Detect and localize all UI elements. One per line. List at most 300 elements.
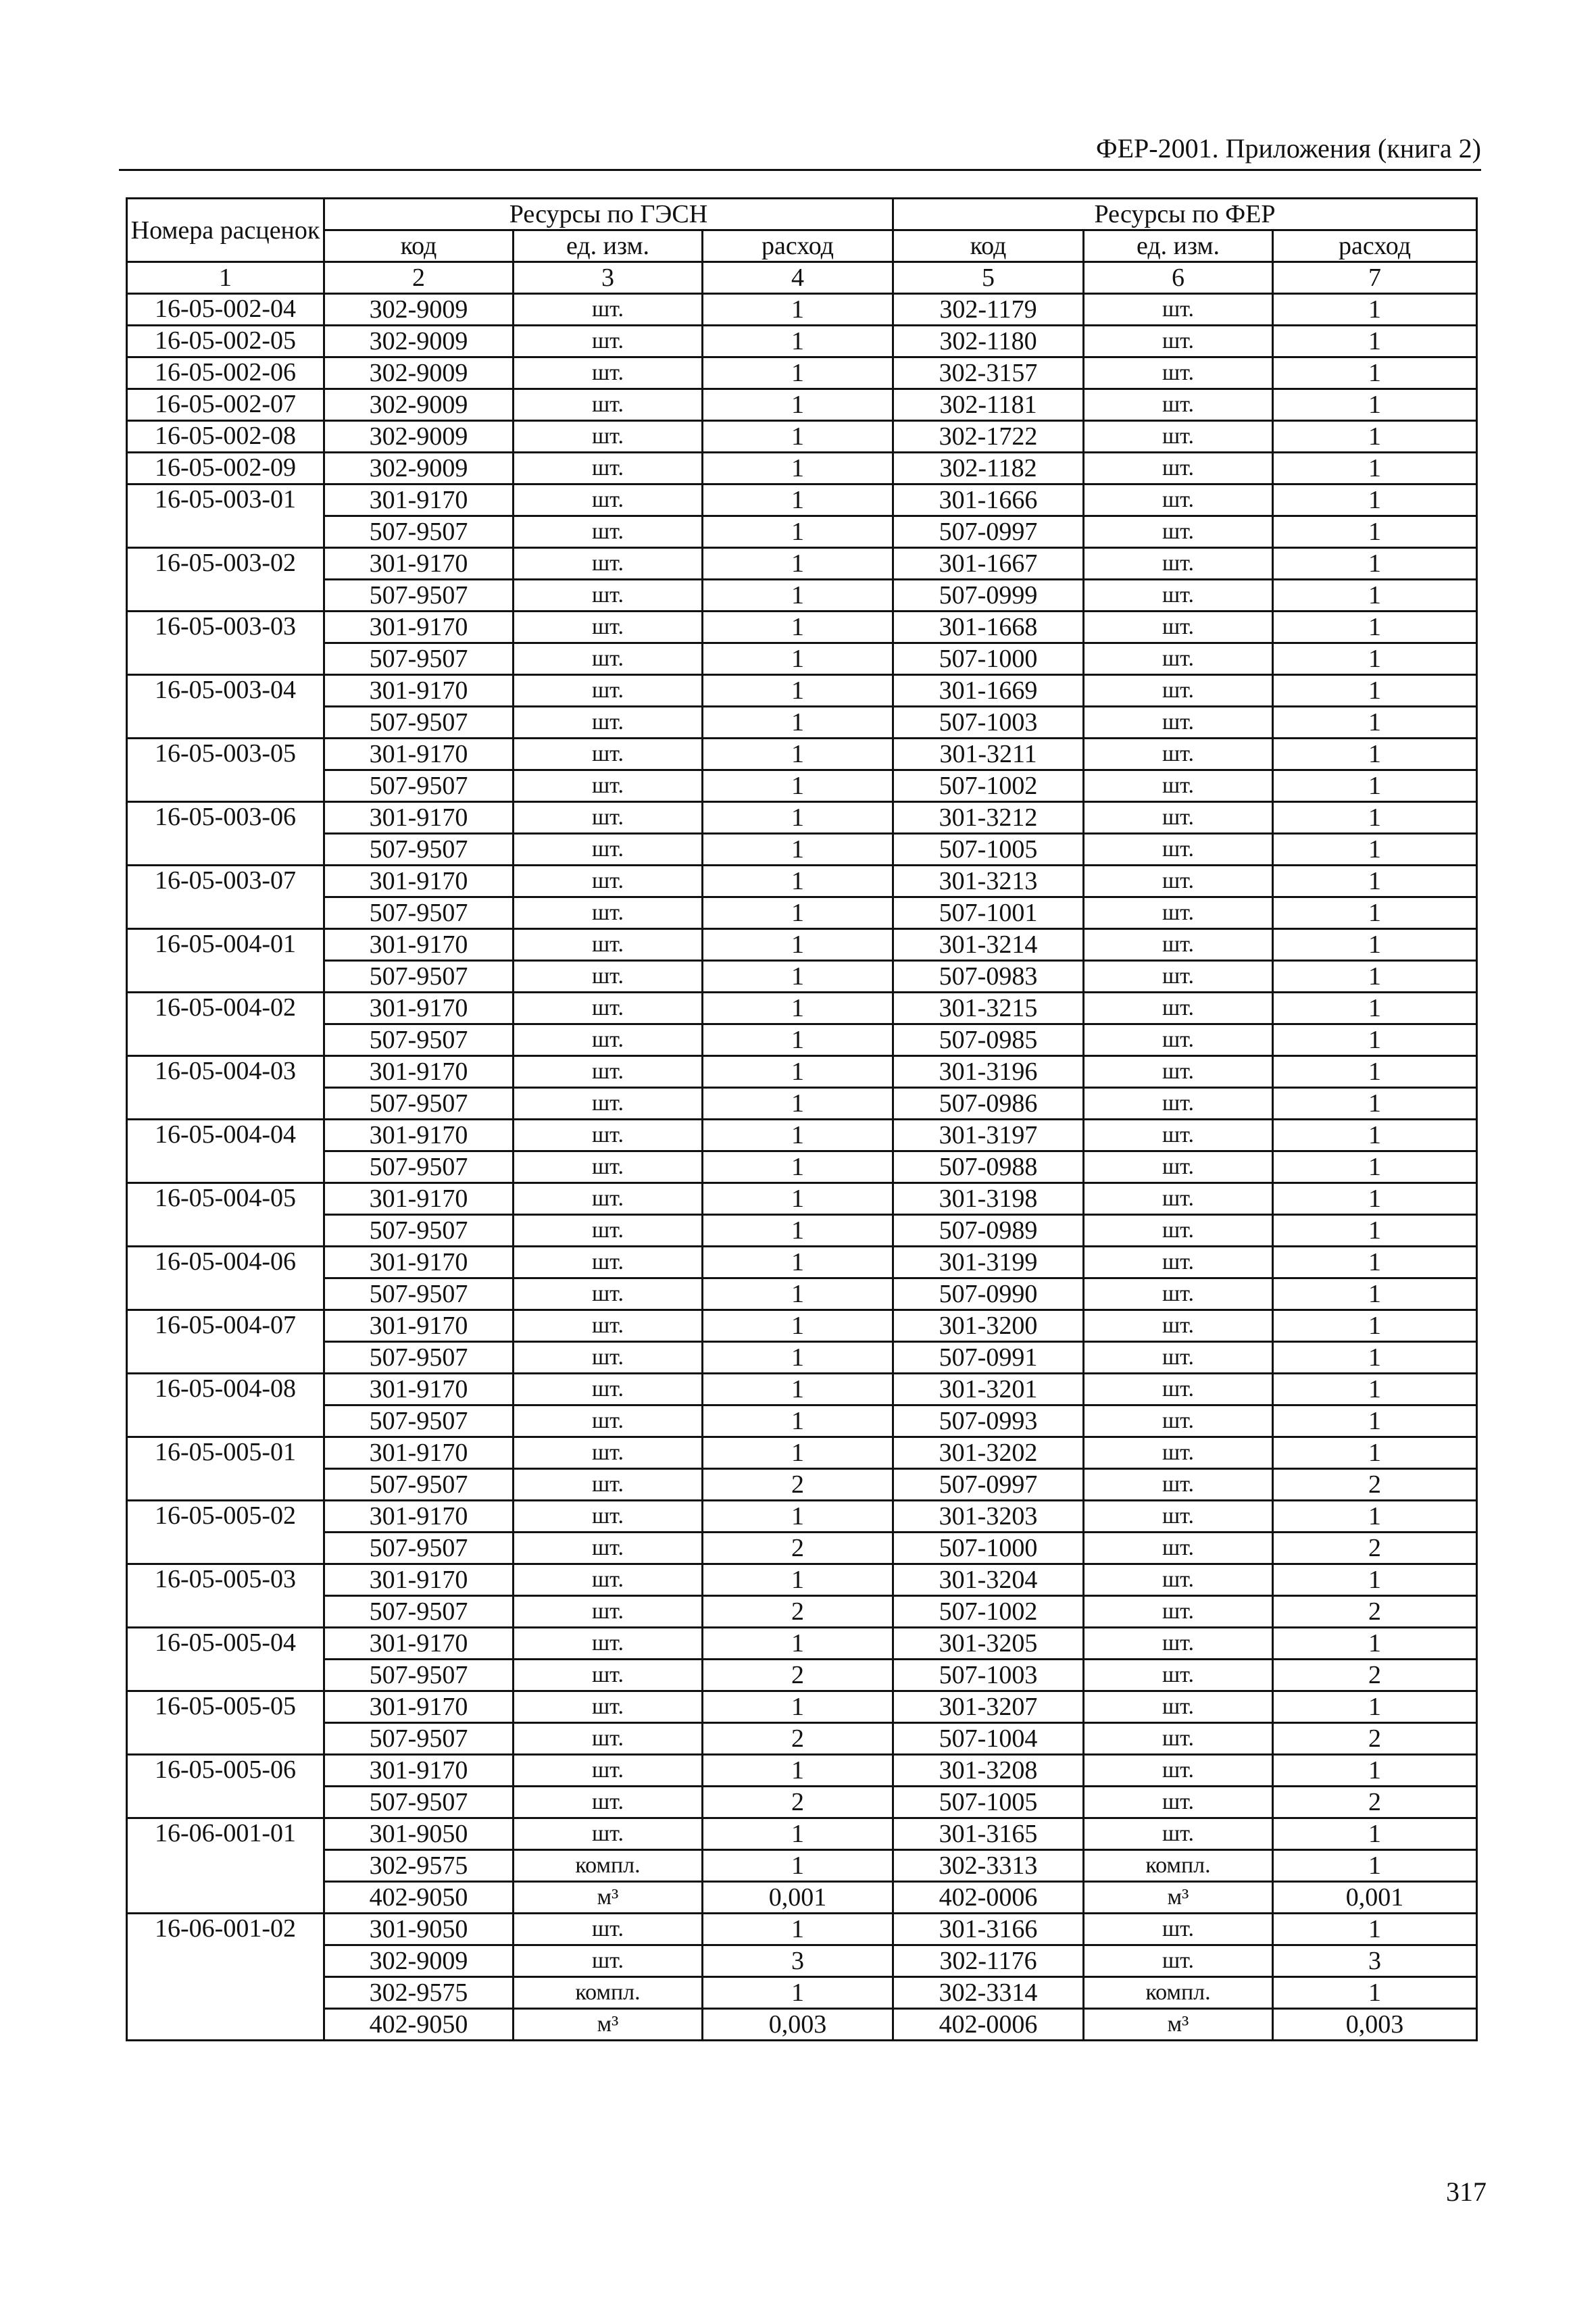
gesn-code-cell: 301-9170 <box>324 675 514 707</box>
gesn-qty-cell: 2 <box>703 1660 893 1691</box>
gesn-unit-cell: шт. <box>514 1247 703 1278</box>
fer-qty-cell: 1 <box>1273 675 1477 707</box>
gesn-code-cell: 301-9170 <box>324 802 514 834</box>
gesn-code-cell: 301-9170 <box>324 1374 514 1405</box>
rate-number: 16-05-004-08 <box>127 1374 324 1437</box>
fer-unit-cell: шт. <box>1084 1564 1273 1596</box>
rate-number: 16-05-004-07 <box>127 1310 324 1374</box>
gesn-code-cell: 507-9507 <box>324 1024 514 1056</box>
fer-qty-cell: 1 <box>1273 1247 1477 1278</box>
table-row <box>127 1818 1477 1850</box>
gesn-code-cell: 301-9170 <box>324 1755 514 1787</box>
fer-unit-cell: шт. <box>1084 389 1273 421</box>
fer-code-cell: 507-1000 <box>893 1533 1084 1564</box>
fer-qty-cell: 1 <box>1273 1024 1477 1056</box>
page-number: 317 <box>1446 2176 1487 2207</box>
fer-qty-cell: 1 <box>1273 739 1477 770</box>
fer-unit-cell: шт. <box>1084 1342 1273 1374</box>
gesn-resources-header: Ресурсы по ГЭСН <box>324 199 893 230</box>
fer-unit-cell: шт. <box>1084 484 1273 516</box>
fer-qty-cell: 1 <box>1273 993 1477 1024</box>
fer-qty-header: расход <box>1273 230 1477 262</box>
fer-code-cell: 301-3205 <box>893 1628 1084 1660</box>
fer-code-cell: 302-1722 <box>893 421 1084 453</box>
gesn-unit-cell: шт. <box>514 866 703 897</box>
gesn-qty-cell: 1 <box>703 326 893 357</box>
gesn-unit-cell: шт. <box>514 326 703 357</box>
fer-qty-cell: 1 <box>1273 1374 1477 1405</box>
fer-unit-cell: шт. <box>1084 1215 1273 1247</box>
gesn-code-cell: 507-9507 <box>324 1215 514 1247</box>
gesn-code-cell: 507-9507 <box>324 1278 514 1310</box>
gesn-unit-cell: шт. <box>514 1596 703 1628</box>
fer-code-cell: 507-0989 <box>893 1215 1084 1247</box>
table-row <box>127 1787 1477 1818</box>
rate-number: 16-05-002-04 <box>127 294 324 326</box>
table-body <box>127 294 1477 2041</box>
table-row <box>127 675 1477 707</box>
fer-code-cell: 302-1180 <box>893 326 1084 357</box>
fer-unit-cell: шт. <box>1084 1691 1273 1723</box>
table-row <box>127 739 1477 770</box>
fer-qty-cell: 1 <box>1273 897 1477 929</box>
gesn-code-cell: 301-9170 <box>324 548 514 580</box>
rate-number: 16-05-003-06 <box>127 802 324 866</box>
gesn-qty-cell: 1 <box>703 897 893 929</box>
fer-code-cell: 301-3214 <box>893 929 1084 961</box>
fer-qty-cell: 1 <box>1273 866 1477 897</box>
rate-number: 16-05-003-04 <box>127 675 324 739</box>
gesn-qty-cell: 1 <box>703 866 893 897</box>
gesn-unit-cell: шт. <box>514 1469 703 1501</box>
gesn-code-cell: 302-9575 <box>324 1977 514 2009</box>
fer-unit-cell: шт. <box>1084 897 1273 929</box>
gesn-qty-cell: 1 <box>703 1024 893 1056</box>
table-row <box>127 834 1477 866</box>
gesn-code-cell: 301-9170 <box>324 1056 514 1088</box>
table-row <box>127 421 1477 453</box>
table-row <box>127 1056 1477 1088</box>
gesn-code-cell: 507-9507 <box>324 516 514 548</box>
gesn-code-cell: 507-9507 <box>324 897 514 929</box>
gesn-unit-cell: шт. <box>514 739 703 770</box>
gesn-unit-cell: шт. <box>514 484 703 516</box>
fer-code-cell: 507-0986 <box>893 1088 1084 1120</box>
gesn-unit-cell: шт. <box>514 1310 703 1342</box>
rate-number: 16-05-004-03 <box>127 1056 324 1120</box>
table-row <box>127 484 1477 516</box>
gesn-unit-cell: шт. <box>514 294 703 326</box>
gesn-qty-cell: 1 <box>703 580 893 612</box>
fer-resources-header: Ресурсы по ФЕР <box>893 199 1477 230</box>
gesn-unit-cell: шт. <box>514 1628 703 1660</box>
table-row <box>127 357 1477 389</box>
gesn-unit-cell: шт. <box>514 1056 703 1088</box>
fer-unit-cell: шт. <box>1084 1247 1273 1278</box>
fer-unit-cell: шт. <box>1084 1787 1273 1818</box>
gesn-unit-cell: шт. <box>514 1723 703 1755</box>
table-row <box>127 453 1477 484</box>
gesn-qty-cell: 1 <box>703 484 893 516</box>
rate-number: 16-06-001-01 <box>127 1818 324 1914</box>
rate-number: 16-05-002-07 <box>127 389 324 421</box>
gesn-code-cell: 301-9170 <box>324 929 514 961</box>
fer-qty-cell: 0,003 <box>1273 2009 1477 2041</box>
rate-number: 16-05-004-05 <box>127 1183 324 1247</box>
table-row <box>127 1564 1477 1596</box>
rate-number: 16-05-004-06 <box>127 1247 324 1310</box>
fer-qty-cell: 1 <box>1273 1501 1477 1533</box>
fer-code-cell: 507-0990 <box>893 1278 1084 1310</box>
fer-qty-cell: 1 <box>1273 548 1477 580</box>
table-row <box>127 802 1477 834</box>
gesn-code-header: код <box>324 230 514 262</box>
table-row <box>127 1247 1477 1278</box>
gesn-unit-cell: шт. <box>514 516 703 548</box>
table-row <box>127 1120 1477 1151</box>
fer-qty-cell: 1 <box>1273 484 1477 516</box>
table-row <box>127 1024 1477 1056</box>
fer-qty-cell: 1 <box>1273 1215 1477 1247</box>
rate-number: 16-05-004-01 <box>127 929 324 993</box>
table-row <box>127 770 1477 802</box>
gesn-unit-cell: шт. <box>514 580 703 612</box>
table-row <box>127 1501 1477 1533</box>
fer-qty-cell: 1 <box>1273 1977 1477 2009</box>
fer-qty-cell: 1 <box>1273 580 1477 612</box>
fer-code-header: код <box>893 230 1084 262</box>
fer-code-cell: 301-1669 <box>893 675 1084 707</box>
gesn-qty-cell: 1 <box>703 548 893 580</box>
gesn-unit-cell: шт. <box>514 897 703 929</box>
gesn-unit-cell: шт. <box>514 834 703 866</box>
fer-unit-cell: шт. <box>1084 961 1273 993</box>
fer-unit-cell: шт. <box>1084 993 1273 1024</box>
fer-code-cell: 301-3215 <box>893 993 1084 1024</box>
gesn-unit-cell: шт. <box>514 1151 703 1183</box>
fer-code-cell: 302-1176 <box>893 1945 1084 1977</box>
fer-code-cell: 301-1668 <box>893 612 1084 643</box>
gesn-unit-cell: шт. <box>514 1215 703 1247</box>
gesn-qty-cell: 2 <box>703 1469 893 1501</box>
page-header: ФЕР-2001. Приложения (книга 2) <box>119 132 1481 171</box>
fer-qty-cell: 1 <box>1273 294 1477 326</box>
table-row <box>127 326 1477 357</box>
gesn-unit-cell: шт. <box>514 1437 703 1469</box>
gesn-code-cell: 302-9009 <box>324 453 514 484</box>
table-row <box>127 1088 1477 1120</box>
table-row <box>127 929 1477 961</box>
fer-unit-cell: компл. <box>1084 1850 1273 1882</box>
gesn-code-cell: 302-9009 <box>324 326 514 357</box>
fer-unit-cell: шт. <box>1084 453 1273 484</box>
fer-unit-cell: шт. <box>1084 1310 1273 1342</box>
gesn-qty-cell: 1 <box>703 1183 893 1215</box>
table-row <box>127 1374 1477 1405</box>
table-row <box>127 1882 1477 1914</box>
table-row <box>127 1342 1477 1374</box>
table-row <box>127 612 1477 643</box>
gesn-unit-cell: шт. <box>514 1755 703 1787</box>
fer-unit-cell: шт. <box>1084 802 1273 834</box>
gesn-unit-cell: шт. <box>514 1533 703 1564</box>
fer-qty-cell: 1 <box>1273 1437 1477 1469</box>
rate-number: 16-06-001-02 <box>127 1914 324 2041</box>
gesn-unit-cell: компл. <box>514 1850 703 1882</box>
table-row <box>127 1945 1477 1977</box>
gesn-qty-cell: 1 <box>703 707 893 739</box>
fer-code-cell: 507-1005 <box>893 1787 1084 1818</box>
fer-unit-cell: шт. <box>1084 1914 1273 1945</box>
gesn-qty-cell: 1 <box>703 357 893 389</box>
table-row <box>127 1469 1477 1501</box>
fer-qty-cell: 1 <box>1273 1120 1477 1151</box>
fer-unit-cell: шт. <box>1084 612 1273 643</box>
gesn-qty-cell: 1 <box>703 1818 893 1850</box>
gesn-qty-cell: 1 <box>703 1437 893 1469</box>
rate-numbers-header: Номера расценок <box>127 199 324 262</box>
fer-unit-cell: шт. <box>1084 326 1273 357</box>
fer-unit-cell: шт. <box>1084 1469 1273 1501</box>
fer-qty-cell: 1 <box>1273 770 1477 802</box>
column-numbers-row <box>127 262 1477 294</box>
fer-code-cell: 507-1003 <box>893 1660 1084 1691</box>
fer-unit-cell: м³ <box>1084 1882 1273 1914</box>
fer-qty-cell: 1 <box>1273 1151 1477 1183</box>
gesn-qty-cell: 1 <box>703 834 893 866</box>
fer-code-cell: 301-1666 <box>893 484 1084 516</box>
gesn-unit-cell: шт. <box>514 675 703 707</box>
fer-qty-cell: 1 <box>1273 421 1477 453</box>
gesn-qty-cell: 1 <box>703 612 893 643</box>
fer-qty-cell: 1 <box>1273 612 1477 643</box>
fer-unit-cell: шт. <box>1084 548 1273 580</box>
gesn-code-cell: 301-9050 <box>324 1914 514 1945</box>
gesn-unit-cell: шт. <box>514 802 703 834</box>
fer-unit-cell: м³ <box>1084 2009 1273 2041</box>
fer-unit-cell: шт. <box>1084 675 1273 707</box>
fer-code-cell: 507-0983 <box>893 961 1084 993</box>
gesn-qty-cell: 1 <box>703 1755 893 1787</box>
gesn-unit-cell: шт. <box>514 929 703 961</box>
gesn-code-cell: 507-9507 <box>324 580 514 612</box>
gesn-code-cell: 302-9575 <box>324 1850 514 1882</box>
rate-number: 16-05-003-03 <box>127 612 324 675</box>
fer-qty-cell: 1 <box>1273 1088 1477 1120</box>
fer-code-cell: 507-0997 <box>893 1469 1084 1501</box>
gesn-code-cell: 507-9507 <box>324 1151 514 1183</box>
fer-qty-cell: 1 <box>1273 1914 1477 1945</box>
gesn-qty-cell: 3 <box>703 1945 893 1977</box>
gesn-unit-cell: шт. <box>514 421 703 453</box>
table-row <box>127 1660 1477 1691</box>
fer-code-cell: 302-1181 <box>893 389 1084 421</box>
gesn-code-cell: 301-9050 <box>324 1818 514 1850</box>
gesn-unit-cell: шт. <box>514 1120 703 1151</box>
gesn-code-cell: 301-9170 <box>324 866 514 897</box>
fer-unit-cell: шт. <box>1084 1596 1273 1628</box>
fer-unit-cell: шт. <box>1084 294 1273 326</box>
gesn-qty-cell: 1 <box>703 1342 893 1374</box>
fer-unit-cell: шт. <box>1084 834 1273 866</box>
gesn-unit-cell: шт. <box>514 1787 703 1818</box>
fer-qty-cell: 1 <box>1273 1183 1477 1215</box>
fer-qty-cell: 3 <box>1273 1945 1477 1977</box>
gesn-unit-cell: шт. <box>514 1342 703 1374</box>
rate-number: 16-05-004-02 <box>127 993 324 1056</box>
fer-code-cell: 507-1004 <box>893 1723 1084 1755</box>
gesn-qty-cell: 1 <box>703 929 893 961</box>
fer-code-cell: 507-1000 <box>893 643 1084 675</box>
fer-qty-cell: 1 <box>1273 389 1477 421</box>
rate-number: 16-05-005-04 <box>127 1628 324 1691</box>
gesn-qty-cell: 1 <box>703 1056 893 1088</box>
gesn-code-cell: 301-9170 <box>324 993 514 1024</box>
fer-code-cell: 507-1002 <box>893 1596 1084 1628</box>
table-row <box>127 866 1477 897</box>
gesn-qty-cell: 1 <box>703 1914 893 1945</box>
fer-unit-cell: шт. <box>1084 866 1273 897</box>
gesn-unit-cell: шт. <box>514 961 703 993</box>
fer-code-cell: 507-1003 <box>893 707 1084 739</box>
fer-qty-cell: 1 <box>1273 1310 1477 1342</box>
table-row <box>127 294 1477 326</box>
gesn-qty-cell: 1 <box>703 1215 893 1247</box>
column-number: 3 <box>514 262 703 294</box>
rate-number: 16-05-003-01 <box>127 484 324 548</box>
gesn-code-cell: 507-9507 <box>324 1660 514 1691</box>
gesn-qty-cell: 1 <box>703 739 893 770</box>
fer-qty-cell: 1 <box>1273 1850 1477 1882</box>
fer-unit-cell: шт. <box>1084 1278 1273 1310</box>
fer-qty-cell: 1 <box>1273 357 1477 389</box>
gesn-unit-cell: шт. <box>514 1660 703 1691</box>
gesn-code-cell: 507-9507 <box>324 834 514 866</box>
table-head <box>127 199 1477 294</box>
gesn-code-cell: 301-9170 <box>324 1247 514 1278</box>
fer-qty-cell: 1 <box>1273 802 1477 834</box>
gesn-code-cell: 302-9009 <box>324 294 514 326</box>
fer-qty-cell: 1 <box>1273 961 1477 993</box>
gesn-qty-cell: 1 <box>703 389 893 421</box>
gesn-qty-cell: 1 <box>703 1691 893 1723</box>
rate-number: 16-05-005-02 <box>127 1501 324 1564</box>
gesn-code-cell: 302-9009 <box>324 1945 514 1977</box>
gesn-code-cell: 507-9507 <box>324 1787 514 1818</box>
fer-qty-cell: 1 <box>1273 453 1477 484</box>
gesn-code-cell: 301-9170 <box>324 1628 514 1660</box>
gesn-unit-cell: шт. <box>514 1914 703 1945</box>
gesn-code-cell: 301-9170 <box>324 1437 514 1469</box>
table-row <box>127 961 1477 993</box>
table-row <box>127 643 1477 675</box>
gesn-code-cell: 507-9507 <box>324 1405 514 1437</box>
rate-number: 16-05-003-05 <box>127 739 324 802</box>
rate-number: 16-05-003-07 <box>127 866 324 929</box>
fer-unit-cell: шт. <box>1084 1501 1273 1533</box>
rate-number: 16-05-004-04 <box>127 1120 324 1183</box>
fer-code-cell: 301-3201 <box>893 1374 1084 1405</box>
fer-code-cell: 301-3197 <box>893 1120 1084 1151</box>
fer-unit-cell: шт. <box>1084 1723 1273 1755</box>
gesn-code-cell: 507-9507 <box>324 1088 514 1120</box>
gesn-unit-cell: м³ <box>514 1882 703 1914</box>
gesn-code-cell: 507-9507 <box>324 1596 514 1628</box>
gesn-qty-cell: 1 <box>703 1151 893 1183</box>
fer-qty-cell: 1 <box>1273 834 1477 866</box>
fer-unit-cell: шт. <box>1084 357 1273 389</box>
column-number: 5 <box>893 262 1084 294</box>
gesn-qty-cell: 1 <box>703 1278 893 1310</box>
column-number: 2 <box>324 262 514 294</box>
fer-code-cell: 301-3202 <box>893 1437 1084 1469</box>
fer-code-cell: 507-1001 <box>893 897 1084 929</box>
fer-code-cell: 301-3204 <box>893 1564 1084 1596</box>
fer-code-cell: 301-3199 <box>893 1247 1084 1278</box>
table-row <box>127 548 1477 580</box>
gesn-unit-cell: шт. <box>514 389 703 421</box>
gesn-qty-cell: 1 <box>703 453 893 484</box>
gesn-code-cell: 507-9507 <box>324 1469 514 1501</box>
gesn-qty-header: расход <box>703 230 893 262</box>
gesn-unit-cell: шт. <box>514 1691 703 1723</box>
gesn-unit-cell: шт. <box>514 707 703 739</box>
fer-code-cell: 402-0006 <box>893 2009 1084 2041</box>
gesn-qty-cell: 1 <box>703 961 893 993</box>
fer-unit-cell: шт. <box>1084 1120 1273 1151</box>
fer-code-cell: 507-0999 <box>893 580 1084 612</box>
fer-qty-cell: 1 <box>1273 326 1477 357</box>
gesn-unit-cell: шт. <box>514 643 703 675</box>
table-row <box>127 1405 1477 1437</box>
gesn-code-cell: 302-9009 <box>324 357 514 389</box>
gesn-qty-cell: 2 <box>703 1596 893 1628</box>
column-number: 6 <box>1084 262 1273 294</box>
fer-qty-cell: 0,001 <box>1273 1882 1477 1914</box>
table-row <box>127 1215 1477 1247</box>
fer-unit-cell: шт. <box>1084 1024 1273 1056</box>
gesn-qty-cell: 1 <box>703 675 893 707</box>
table-row <box>127 707 1477 739</box>
fer-code-cell: 301-3166 <box>893 1914 1084 1945</box>
fer-qty-cell: 1 <box>1273 1056 1477 1088</box>
gesn-qty-cell: 1 <box>703 1405 893 1437</box>
gesn-qty-cell: 2 <box>703 1723 893 1755</box>
fer-code-cell: 507-0993 <box>893 1405 1084 1437</box>
rate-number: 16-05-005-06 <box>127 1755 324 1818</box>
fer-qty-cell: 2 <box>1273 1596 1477 1628</box>
gesn-code-cell: 507-9507 <box>324 1723 514 1755</box>
fer-code-cell: 402-0006 <box>893 1882 1084 1914</box>
gesn-qty-cell: 1 <box>703 516 893 548</box>
fer-qty-cell: 1 <box>1273 643 1477 675</box>
fer-code-cell: 301-3200 <box>893 1310 1084 1342</box>
table-row <box>127 1310 1477 1342</box>
gesn-unit-cell: шт. <box>514 612 703 643</box>
fer-code-cell: 507-0997 <box>893 516 1084 548</box>
table-row <box>127 1628 1477 1660</box>
fer-qty-cell: 1 <box>1273 1405 1477 1437</box>
fer-code-cell: 302-3157 <box>893 357 1084 389</box>
fer-unit-cell: шт. <box>1084 1818 1273 1850</box>
gesn-code-cell: 301-9170 <box>324 1120 514 1151</box>
fer-unit-cell: шт. <box>1084 770 1273 802</box>
fer-code-cell: 507-0988 <box>893 1151 1084 1183</box>
gesn-unit-cell: шт. <box>514 1088 703 1120</box>
gesn-code-cell: 301-9170 <box>324 1501 514 1533</box>
fer-unit-cell: шт. <box>1084 516 1273 548</box>
table-row <box>127 1977 1477 2009</box>
